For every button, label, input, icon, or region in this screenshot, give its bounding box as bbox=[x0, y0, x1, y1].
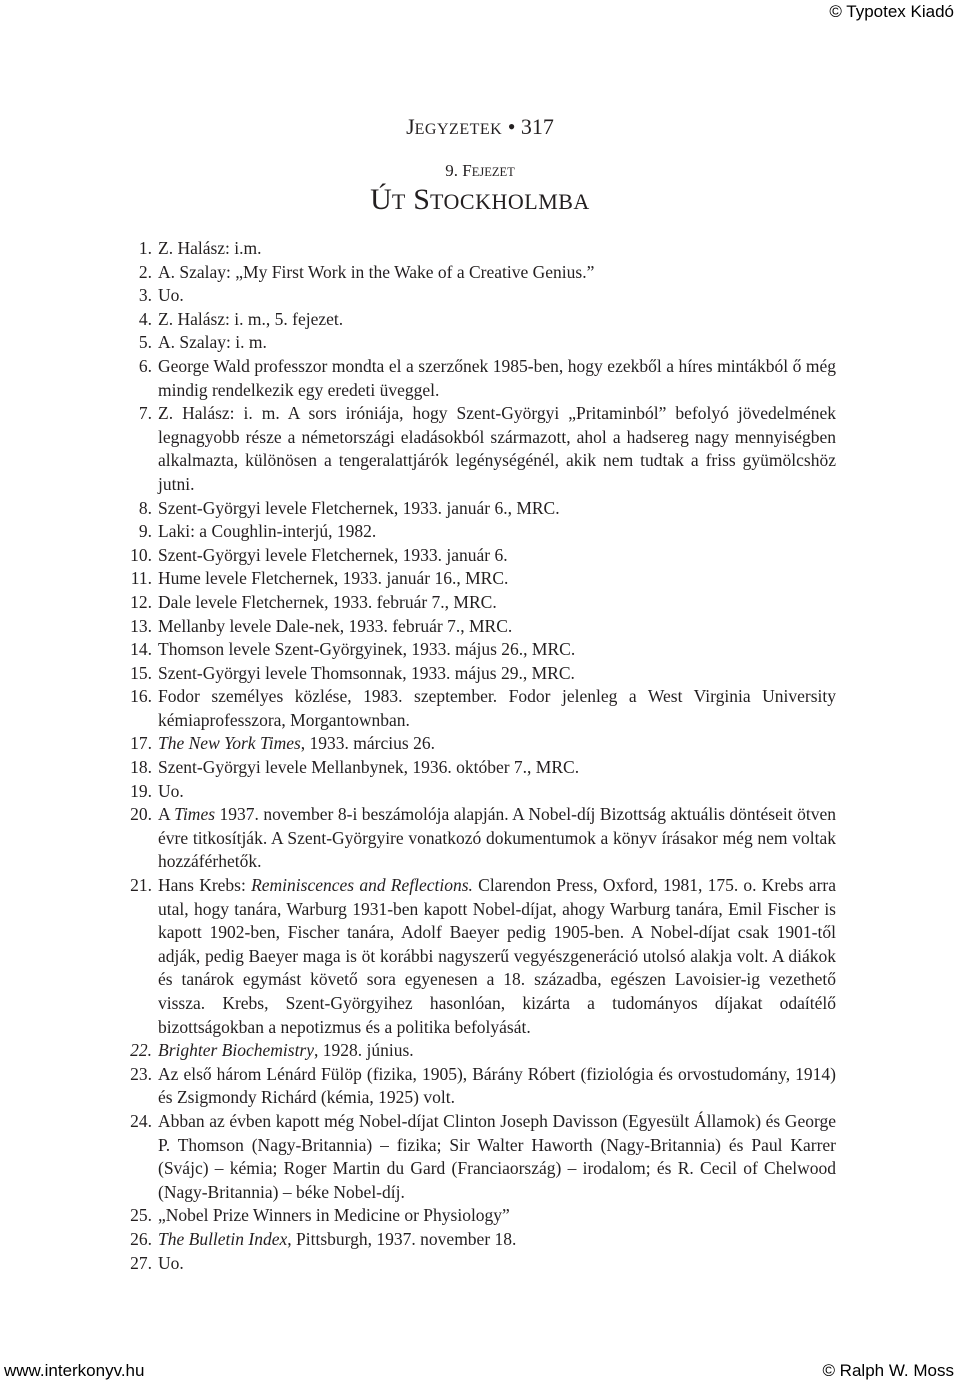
note-number: 2. bbox=[138, 261, 152, 282]
note-text-run: , 1933. március 26. bbox=[300, 733, 435, 754]
chapter-title-w1-rest: T bbox=[391, 189, 406, 214]
note-item bbox=[120, 1039, 836, 1063]
running-head bbox=[0, 113, 960, 144]
note-number: 9. bbox=[138, 521, 152, 542]
note-number: 12. bbox=[130, 591, 152, 612]
note-number: 22. bbox=[130, 1040, 152, 1061]
note-number: 4. bbox=[138, 308, 152, 329]
note-item bbox=[120, 874, 836, 1039]
note-text-run: Hume levele Fletchernek, 1933. január 16., MRC. bbox=[158, 568, 509, 589]
page-number: 317 bbox=[520, 114, 554, 139]
note-text bbox=[158, 497, 836, 521]
copyright-notice-top: © Typotex Kiadó bbox=[829, 2, 954, 21]
note-text bbox=[158, 544, 836, 568]
note-text bbox=[158, 732, 836, 756]
note-number: 23. bbox=[130, 1063, 152, 1084]
note-text bbox=[158, 662, 836, 686]
note-text-run: „Nobel Prize Winners in Medicine or Physiology” bbox=[158, 1205, 510, 1226]
note-number: 10. bbox=[130, 544, 152, 565]
chapter-number: 9. bbox=[445, 161, 458, 180]
note-item bbox=[120, 331, 836, 355]
note-text bbox=[158, 803, 836, 874]
note-text bbox=[158, 638, 836, 662]
note-text bbox=[158, 402, 836, 496]
note-text bbox=[158, 1110, 836, 1204]
note-number: 26. bbox=[130, 1228, 152, 1249]
note-number: 15. bbox=[130, 662, 152, 683]
note-text bbox=[158, 261, 836, 285]
chapter-title-w1-initial: Ú bbox=[370, 183, 392, 216]
note-text-run: Clarendon Press, Oxford, 1981, 175. o. Krebs arra utal, hogy tanára, Warburg 1931-ben kapott Nobel-díjat, ahogy Warburg tanára, Emil Fischer is kapott 1902-ben, Fischer tanára, Adolf Baeyer pedig 1905-ben. A Nobel-díjat csak 1901-től adják, pedig Baeyer maga is öt korábbi nagyszerű vegyészgeneráció utolsó alakja volt. A diákok és tanárok egymást követő sora egyenesen a 18. századba, egészen Lavoisier-ig vezethető vissza. Krebs, Szent-Györgyihez hasonlóan, kizárta a tudományos díjakat odaítélő bizottságokban a nepotizmus és a politika befolyását. bbox=[158, 875, 836, 1037]
note-item bbox=[120, 615, 836, 639]
note-number: 27. bbox=[130, 1252, 152, 1273]
note-item bbox=[120, 567, 836, 591]
note-item bbox=[120, 591, 836, 615]
note-text-run: A. Szalay: „My First Work in the Wake of a Creative Genius.” bbox=[158, 261, 595, 282]
copyright-notice-bottom: © Ralph W. Moss bbox=[822, 1361, 954, 1380]
note-text bbox=[158, 615, 836, 639]
note-item bbox=[120, 544, 836, 568]
note-text-run: Z. Halász: i. m., 5. fejezet. bbox=[158, 308, 344, 329]
note-number: 18. bbox=[130, 757, 152, 778]
chapter-title bbox=[0, 182, 960, 220]
chapter-label-rest: EJEZET bbox=[471, 165, 515, 179]
note-text-run: Abban az évben kapott még Nobel-díjat Clinton Joseph Davisson (Egyesült Államok) és George P. Thomson (Nagy-Britannia) – fizika; Sir Walter Haworth (Nagy-Britannia) és Paul Karrer (Svájc) – kémia; Roger Martin du Gard (Franciaország) – irodalom; és R. Cecil of Chelwood (Nagy-Britannia) – béke Nobel-díj. bbox=[158, 1110, 836, 1202]
note-item bbox=[120, 237, 836, 261]
note-number: 14. bbox=[130, 639, 152, 660]
chapter-label-initial: F bbox=[462, 161, 472, 180]
note-item bbox=[120, 1252, 836, 1276]
note-text bbox=[158, 1204, 836, 1228]
note-item bbox=[120, 1110, 836, 1204]
note-number: 20. bbox=[130, 804, 152, 825]
note-text-run: George Wald professzor mondta el a szerzőnek 1985-ben, hogy ezekből a híres mintákból ő még mindig rendelkezik egy eredeti üveggel. bbox=[158, 355, 836, 400]
note-text-run: , Pittsburgh, 1937. november 18. bbox=[287, 1228, 517, 1249]
note-text-run: , 1928. június. bbox=[314, 1040, 414, 1061]
note-number: 21. bbox=[130, 875, 152, 896]
note-item bbox=[120, 780, 836, 804]
note-text-run: Z. Halász: i. m. A sors iróniája, hogy Szent-Györgyi „Pritaminból” befolyó jövedelmének legnagyobb része a németországi eladásokból származott, ahol a hadsereg nagy mennyiségben alkalmazta, különösen a tengeralattjárók legénységénél, akik nem tudtak a friss gyümölcshöz jutni. bbox=[158, 403, 836, 494]
note-text-run: Z. Halász: i.m. bbox=[158, 238, 262, 258]
note-text-run: 1937. november 8-i beszámolója alapján. A Nobel-díj Bizottság aktuális döntéseit ötven évre titkosítják. A Szent-Györgyire vonatkozó dokumentumok a könyv írásakor még nem voltak hozzáférhetők. bbox=[158, 804, 836, 872]
note-number: 6. bbox=[138, 355, 152, 376]
note-number: 8. bbox=[138, 497, 152, 518]
note-text bbox=[158, 284, 836, 308]
note-text-run: Uo. bbox=[158, 285, 184, 306]
note-text bbox=[158, 1252, 836, 1276]
notes-list bbox=[120, 237, 836, 1275]
note-item bbox=[120, 1228, 836, 1252]
note-text-run: Az első három Lénárd Fülöp (fizika, 1905), Bárány Róbert (fiziológia és orvostudomány, 1914) és Zsigmondy Richárd (kémia, 1925) volt. bbox=[158, 1063, 836, 1108]
note-text bbox=[158, 355, 836, 402]
note-item bbox=[120, 402, 836, 496]
note-item bbox=[120, 756, 836, 780]
note-item bbox=[120, 732, 836, 756]
note-text bbox=[158, 1039, 836, 1063]
note-item bbox=[120, 497, 836, 521]
note-text-run: Mellanby levele Dale-nek, 1933. február 7., MRC. bbox=[158, 615, 513, 636]
note-item bbox=[120, 662, 836, 686]
note-number: 24. bbox=[130, 1110, 152, 1131]
chapter-label bbox=[0, 160, 960, 183]
note-text-italic: Times bbox=[174, 804, 216, 825]
note-text-run: Szent-Györgyi levele Mellanbynek, 1936. október 7., MRC. bbox=[158, 757, 580, 778]
note-text bbox=[158, 331, 836, 355]
note-text-italic: Brighter Biochemistry bbox=[158, 1040, 315, 1061]
note-number: 3. bbox=[138, 285, 152, 306]
note-item bbox=[120, 803, 836, 874]
running-head-rest: EGYZETEK bbox=[414, 121, 503, 138]
note-text bbox=[158, 237, 836, 261]
note-item bbox=[120, 520, 836, 544]
note-text-italic: Reminiscences and Reflections. bbox=[251, 875, 473, 896]
note-text-run: Hans Krebs: bbox=[158, 875, 252, 896]
note-item bbox=[120, 1204, 836, 1228]
site-link[interactable]: www.interkonyv.hu bbox=[4, 1361, 145, 1380]
note-text-run: Uo. bbox=[158, 1252, 184, 1273]
note-text-run: Uo. bbox=[158, 780, 184, 801]
note-number: 7. bbox=[138, 403, 152, 424]
note-number: 13. bbox=[130, 615, 152, 636]
note-number: 17. bbox=[130, 733, 152, 754]
note-text bbox=[158, 308, 836, 332]
note-text-run: A bbox=[158, 804, 175, 825]
note-number: 16. bbox=[130, 686, 152, 707]
note-text bbox=[158, 520, 836, 544]
note-text-italic: The New York Times bbox=[158, 733, 301, 754]
note-text bbox=[158, 874, 836, 1039]
note-text-run: Laki: a Coughlin-interjú, 1982. bbox=[158, 521, 377, 542]
running-head-initial: J bbox=[406, 114, 415, 139]
note-item bbox=[120, 685, 836, 732]
note-text bbox=[158, 1063, 836, 1110]
note-item bbox=[120, 308, 836, 332]
note-text bbox=[158, 567, 836, 591]
note-item bbox=[120, 638, 836, 662]
note-item bbox=[120, 355, 836, 402]
note-item bbox=[120, 261, 836, 285]
note-number: 1. bbox=[138, 238, 152, 258]
note-number: 5. bbox=[138, 332, 152, 353]
chapter-title-w2-initial: S bbox=[413, 183, 430, 216]
note-number: 25. bbox=[130, 1205, 152, 1226]
note-text-run: Szent-Györgyi levele Fletchernek, 1933. január 6., MRC. bbox=[158, 497, 560, 518]
note-text-run: Dale levele Fletchernek, 1933. február 7., MRC. bbox=[158, 591, 497, 612]
note-text bbox=[158, 685, 836, 732]
note-text-italic: The Bulletin Index bbox=[158, 1228, 288, 1249]
note-number: 19. bbox=[130, 780, 152, 801]
note-text bbox=[158, 756, 836, 780]
note-text bbox=[158, 780, 836, 804]
note-text-run: Szent-Györgyi levele Fletchernek, 1933. január 6. bbox=[158, 544, 508, 565]
note-text-run: A. Szalay: i. m. bbox=[158, 332, 267, 353]
note-text bbox=[158, 591, 836, 615]
chapter-title-w2-rest: TOCKHOLMBA bbox=[429, 189, 590, 214]
note-text-run: Thomson levele Szent-Györgyinek, 1933. május 26., MRC. bbox=[158, 639, 576, 660]
note-text bbox=[158, 1228, 836, 1252]
note-item bbox=[120, 284, 836, 308]
note-item bbox=[120, 1063, 836, 1110]
note-text-run: Szent-Györgyi levele Thomsonnak, 1933. május 29., MRC. bbox=[158, 662, 575, 683]
note-text-run: Fodor személyes közlése, 1983. szeptember. Fodor jelenleg a West Virginia University kémiaprofesszora, Morgantownban. bbox=[158, 686, 836, 730]
note-number: 11. bbox=[130, 568, 152, 589]
running-head-bullet: • bbox=[507, 114, 516, 139]
